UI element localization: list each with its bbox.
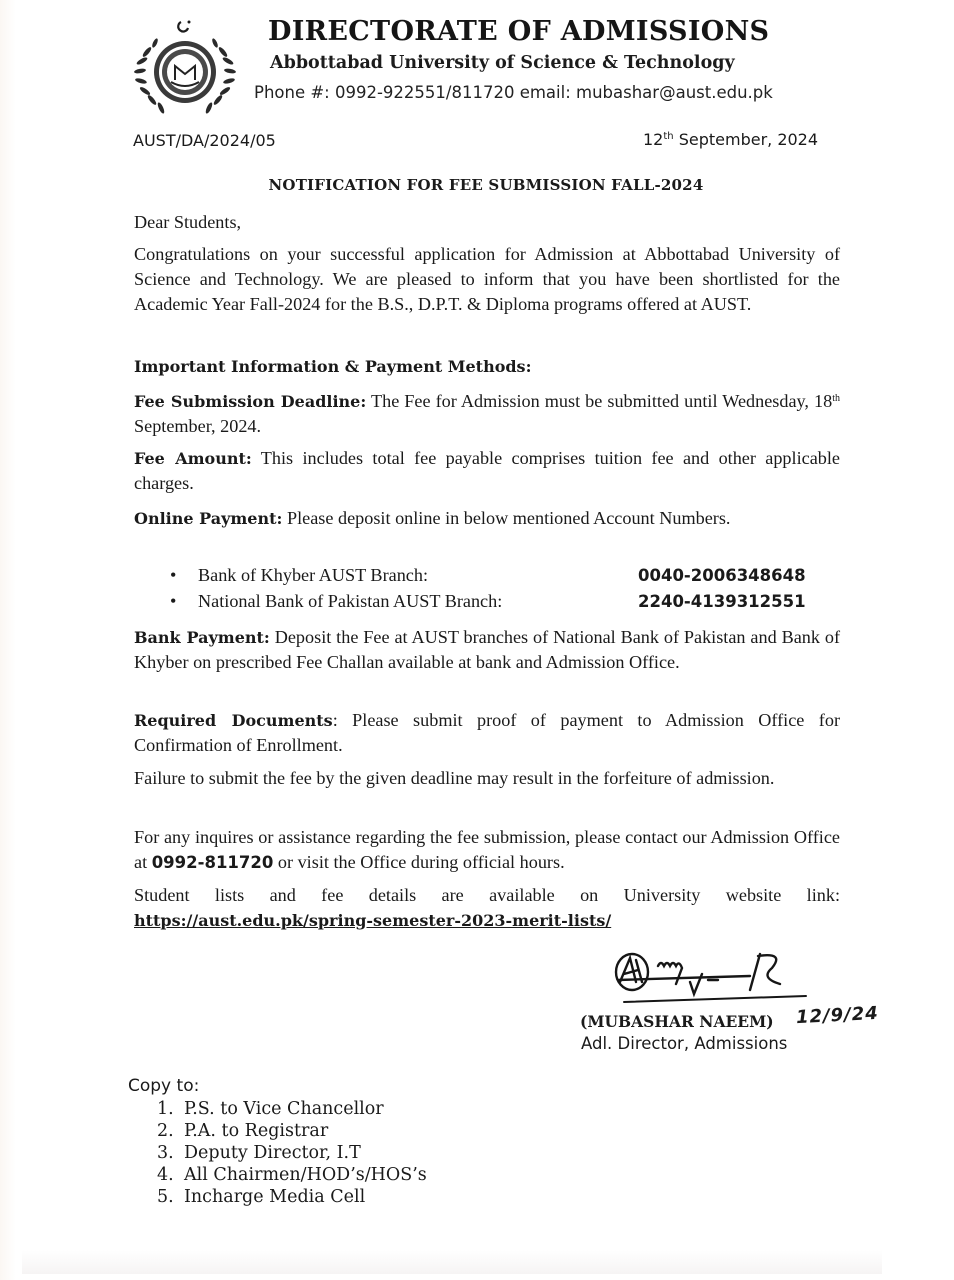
bank-payment-paragraph — [134, 625, 840, 675]
online-payment-paragraph — [134, 506, 840, 531]
important-heading: Important Information & Payment Methods: — [134, 357, 532, 376]
merit-list-link[interactable]: https://aust.edu.pk/spring-semester-2023-merit-lists/ — [134, 911, 612, 930]
inquiry-text-end: or visit the Office during official hours. — [273, 852, 565, 872]
handwritten-signature — [610, 948, 810, 1008]
item-text: P.S. to Vice Chancellor — [184, 1099, 384, 1119]
copy-to-item — [157, 1164, 427, 1186]
item-number: 5. — [157, 1187, 174, 1207]
university-name: Abbottabad University of Science & Technology — [270, 53, 735, 73]
deadline-text-end: September, 2024. — [134, 416, 262, 436]
signer-name: (MUBASHAR NAEEM) — [580, 1012, 774, 1031]
student-lists-paragraph — [134, 883, 840, 933]
lists-text: Student lists and fee details are available on University website link: — [134, 885, 840, 905]
amount-text: This includes total fee payable comprises tuition fee and other applicable charges. — [134, 448, 841, 493]
item-number: 2. — [157, 1121, 174, 1141]
deadline-text: The Fee for Admission must be submitted until Wednesday, 18 — [366, 391, 833, 411]
docs-text: : Please submit proof of payment to Admission Office for Confirmation of Enrollment. — [134, 710, 840, 755]
copy-to-item — [157, 1142, 427, 1164]
bullet-icon: • — [170, 591, 177, 611]
date-suffix: th — [663, 131, 674, 142]
notification-title: NOTIFICATION FOR FEE SUBMISSION FALL-2024 — [268, 176, 704, 194]
bank-account-row — [170, 591, 830, 617]
copy-to-item — [157, 1120, 427, 1142]
docs-label: Required Documents — [134, 711, 333, 730]
inquiry-paragraph — [134, 825, 840, 875]
item-text: Incharge Media Cell — [184, 1187, 366, 1207]
page-bottom-shade — [22, 1250, 882, 1274]
signer-designation: Adl. Director, Admissions — [581, 1034, 788, 1053]
item-number: 3. — [157, 1143, 174, 1163]
deadline-suffix: th — [832, 393, 841, 404]
deadline-paragraph — [134, 386, 840, 439]
deadline-label: Fee Submission Deadline: — [134, 392, 367, 411]
bankpay-text: Deposit the Fee at AUST branches of National Bank of Pakistan and Bank of Khyber on prescribed Fee Challan available at bank and Admission Office. — [134, 627, 840, 672]
office-phone: 0992-811720 — [151, 853, 274, 872]
university-crest-icon — [131, 16, 239, 126]
directorate-title: DIRECTORATE OF ADMISSIONS — [268, 16, 770, 47]
copy-to-list — [157, 1098, 427, 1208]
failure-paragraph: Failure to submit the fee by the given deadline may result in the forfeiture of admission. — [134, 768, 775, 788]
amount-paragraph — [134, 446, 840, 496]
account-number: 2240-4139312551 — [638, 592, 806, 611]
bank-account-row — [170, 565, 830, 591]
required-documents-paragraph — [134, 708, 840, 758]
bank-name: Bank of Khyber AUST Branch: — [198, 565, 429, 585]
online-label: Online Payment: — [134, 509, 283, 528]
copy-to-item — [157, 1098, 427, 1120]
bullet-icon: • — [170, 565, 177, 585]
item-number: 4. — [157, 1165, 174, 1185]
item-text: P.A. to Registrar — [184, 1121, 329, 1141]
date-day: 12 — [643, 130, 664, 149]
copy-to-item — [157, 1186, 427, 1208]
amount-label: Fee Amount: — [134, 449, 252, 468]
salutation: Dear Students, — [134, 212, 242, 232]
reference-number: AUST/DA/2024/05 — [133, 131, 276, 150]
contact-info: Phone #: 0992-922551/811720 email: mubashar@aust.edu.pk — [254, 83, 773, 102]
account-number: 0040-2006348648 — [638, 566, 806, 585]
letter-date — [643, 130, 818, 149]
intro-paragraph: Congratulations on your successful application for Admission at Abbottabad University of Science and Technology. We are pleased to inform that you have been shortlisted for the Academic Year Fall-2024 for the B.S., D.P.T. & Diploma programs offered at AUST. — [134, 244, 840, 314]
inquiry-text: For any inquires or assistance regarding the fee submission, please contact our Admission Office at — [134, 827, 840, 872]
copy-to-label: Copy to: — [128, 1076, 200, 1096]
online-text: Please deposit online in below mentioned Account Numbers. — [282, 508, 731, 528]
bankpay-label: Bank Payment: — [134, 628, 270, 647]
bank-name: National Bank of Pakistan AUST Branch: — [198, 591, 503, 611]
date-month-year: September, 2024 — [673, 130, 819, 149]
item-text: All Chairmen/HOD’s/HOS’s — [184, 1165, 427, 1185]
item-text: Deputy Director, I.T — [184, 1143, 361, 1163]
item-number: 1. — [157, 1099, 174, 1119]
signed-date: 12/9/24 — [795, 1002, 880, 1029]
